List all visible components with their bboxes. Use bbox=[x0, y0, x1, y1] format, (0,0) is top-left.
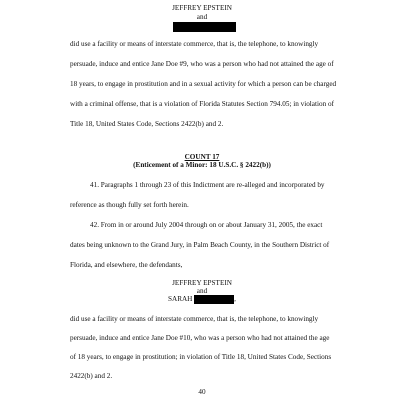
para3-line-3: of 18 years, to engage in prostitution; in violation of Title 18, United States Code, Sections bbox=[70, 353, 332, 361]
para1-line-5: Title 18, United States Code, Sections 2422(b) and 2. bbox=[70, 120, 224, 128]
para1-line-1: did use a facility or means of interstate commerce, that is, the telephone, to knowingly bbox=[70, 40, 319, 48]
header-name: JEFFREY EPSTEIN bbox=[172, 4, 232, 12]
para42-line-2: dates being unknown to the Grand Jury, in Palm Beach County, in the Southern District of bbox=[70, 241, 330, 249]
header-redaction bbox=[173, 22, 236, 32]
count-title: COUNT 17 bbox=[184, 153, 220, 161]
defendant-name-2: SARAH bbox=[168, 295, 193, 304]
count-subtitle: (Enticement of a Minor: 18 U.S.C. § 2422(b)) bbox=[133, 161, 271, 169]
header-and: and bbox=[196, 13, 208, 21]
para42-line-3: Florida, and elsewhere, the defendants, bbox=[70, 261, 183, 269]
defendant-and: and bbox=[196, 287, 208, 295]
para42-line-1: 42. From in or around July 2004 through on or about January 31, 2005, the exact bbox=[90, 221, 323, 229]
para1-line-3: 18 years, to engage in prostitution and in a sexual activity for which a person can be charged bbox=[70, 80, 337, 88]
defendant-name-2-row bbox=[168, 295, 236, 304]
defendant-name-1: JEFFREY EPSTEIN bbox=[172, 279, 232, 287]
para3-line-2: persuade, induce and entice Jane Doe #10, who was a person who had not attained the age bbox=[70, 334, 330, 342]
para1-line-4: with a criminal offense, that is a violation of Florida Statutes Section 794.05; in violation of bbox=[70, 100, 334, 108]
defendant-comma: , bbox=[234, 295, 236, 304]
page-number: 40 bbox=[198, 388, 206, 396]
para3-line-4: 2422(b) and 2. bbox=[70, 372, 113, 380]
para1-line-2: persuade, induce and entice Jane Doe #9, who was a person who had not attained the age of bbox=[70, 60, 334, 68]
para41-line-1: 41. Paragraphs 1 through 23 of this Indictment are re-alleged and incorporated by bbox=[90, 181, 325, 189]
para41-line-2: reference as though fully set forth herein. bbox=[70, 201, 189, 209]
para3-line-1: did use a facility or means of interstate commerce, that is, the telephone, to knowingly bbox=[70, 315, 319, 323]
defendant-redaction bbox=[194, 295, 234, 304]
